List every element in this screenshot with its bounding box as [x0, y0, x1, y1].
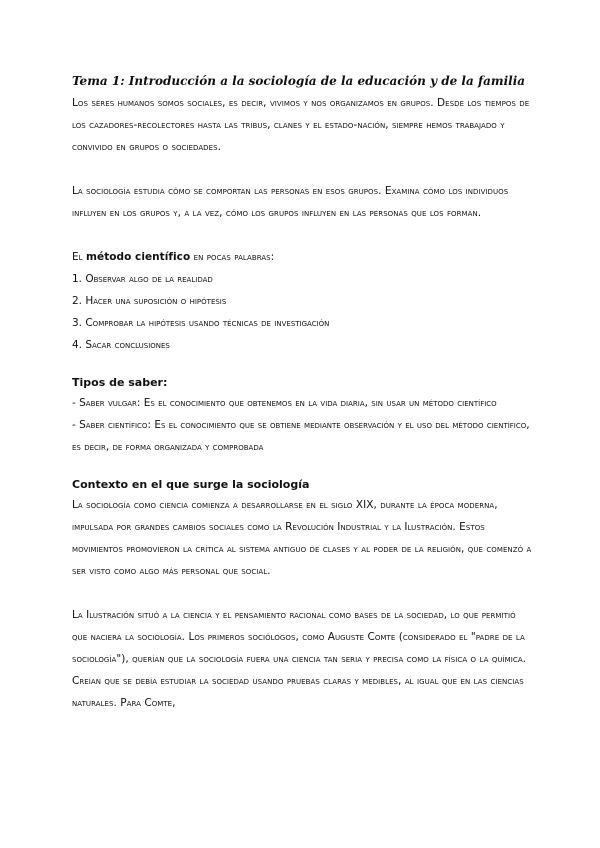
types-list: [72, 392, 532, 458]
list-item: 2. Hacer una suposición o hipótesis: [72, 295, 227, 307]
method-intro: [72, 246, 532, 268]
document-page: [72, 72, 532, 714]
list-item: 4. Sacar conclusiones: [72, 339, 170, 351]
list-item: 1. Observar algo de la realidad: [72, 273, 213, 285]
spacer: [72, 356, 532, 374]
method-intro-prefix: El: [72, 251, 87, 263]
intro-paragraph-1: Los seres humanos somos sociales, es decir, vivimos y nos organizamos en grupos. Desde los tiempos de los cazadores-recolectores hasta las tribus, clanes y el estado-nación, siempre hemos trabajado y convivido en grupos o sociedades.: [72, 97, 530, 153]
list-item: - Saber vulgar: Es el conocimiento que obtenemos en la vida diaria, sin usar un método científico: [72, 397, 497, 409]
spacer: [72, 582, 532, 604]
method-intro-suffix: en pocas palabras:: [190, 251, 275, 263]
spacer: [72, 158, 532, 180]
method-intro-bold: método científico: [86, 251, 191, 263]
types-heading: Tipos de saber:: [72, 376, 168, 389]
document-title: Tema 1: Introducción a la sociología de la educación y de la familia: [72, 74, 526, 88]
list-item: 3. Comprobar la hipótesis usando técnicas de investigación: [72, 317, 330, 329]
context-paragraph-2: La Ilustración situó a la ciencia y el pensamiento racional como bases de la sociedad, lo que permitió que naciera la sociología. Los primeros sociólogos, como Auguste Comte (considerado el "padre de la sociología"), querían que la sociología fuera una ciencia tan seria y precisa como la física o la química. Creían que se debía estudiar la sociedad usando pruebas claras y medibles, al igual que en las ciencias naturales. Para Comte,: [72, 609, 527, 709]
method-steps-list: [72, 268, 532, 356]
spacer: [72, 224, 532, 246]
context-paragraph-1: La sociología como ciencia comienza a desarrollarse en el siglo XIX, durante la época moderna, impulsada por grandes cambios sociales como la Revolución Industrial y la Ilustración. Estos movimientos promovieron la crítica al sistema antiguo de clases y al poder de la religión, que comenzó a ser visto como algo más personal que social.: [72, 499, 532, 577]
list-item: - Saber científico: Es el conocimiento que se obtiene mediante observación y el uso del método científico, es decir, de forma organizada y comprobada: [72, 419, 530, 453]
context-heading: Contexto en el que surge la sociología: [72, 478, 310, 491]
intro-paragraph-2: La sociología estudia cómo se comportan las personas en esos grupos. Examina cómo los individuos influyen en los grupos y, a la vez, cómo los grupos influyen en las personas que los forman.: [72, 185, 509, 219]
spacer: [72, 458, 532, 476]
